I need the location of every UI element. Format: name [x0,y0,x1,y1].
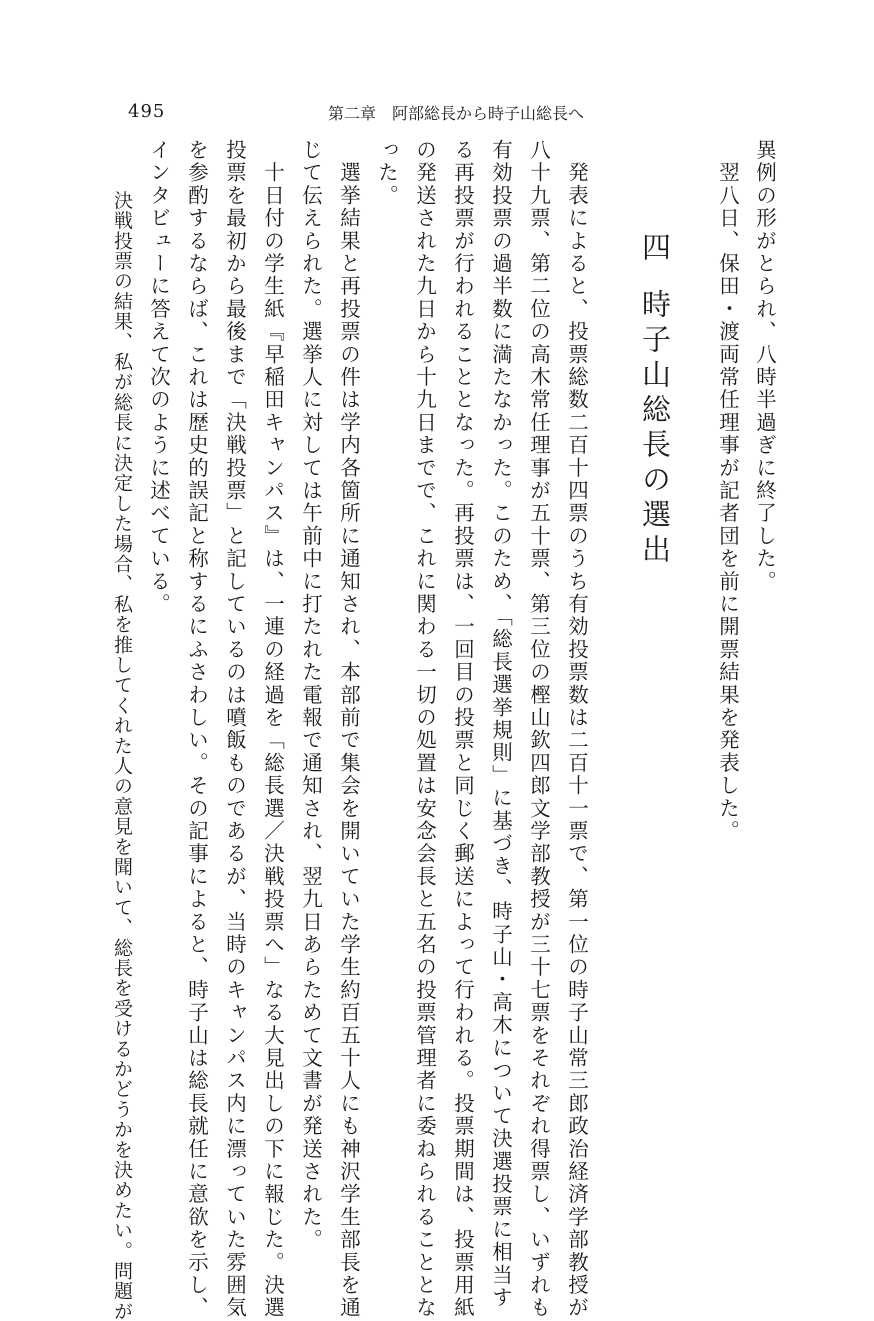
text-column: 選挙結果と再投票の件は学内各箇所に通知され、本部前で集会を開いていた学生約百五十人にも神沢学生部長を通 [336,139,361,1320]
section-title: 時子山総長の選出 [638,289,672,569]
text-column: 決戦投票の結果、私が総長に決定した場合、私を推してくれた人の意見を聞いて、総長を受けるかどうかを決めたい。問題が [111,170,133,1321]
text-column: 投票を最初から最後まで「決戦投票」と記しているのは噴飯ものであるが、当時のキャンパス内に漂っていた雰囲気 [222,139,247,1320]
text-column: 翌八日、保田・渡両常任理事が記者団を前に開票結果を発表した。 [715,139,740,843]
text-column: る再投票が行われることとなった。再投票は、一回目の投票と同じく郵送によって行われる。投票期間は、投票用紙 [450,139,475,1320]
text-column: インタビューに答えて次のように述べている。 [146,139,171,616]
text-column: じて伝えられた。選挙人に対しては午前中に打たれた電報で通知され、翌九日あらためて文書が発送された。 [298,139,323,1252]
chapter-label: 第二章 [328,104,377,123]
text-column: 発表によると、投票総数二百十四票のうち有効投票数は二百十一票で、第一位の時子山常三郎政治経済学部教授が [564,139,589,1320]
text-column: 異例の形がとられ、八時半過ぎに終了した。 [752,139,777,593]
text-column: を参酌するならば、これは歴史的誤記と称するにふさわしい。その記事によると、時子山は総長就任に意欲を示し、 [184,139,209,1320]
section-heading [638,232,672,569]
chapter-title: 阿部総長から時子山総長へ [392,104,585,123]
text-column: の発送された九日から十九日までで、これに関わる一切の処置は安念会長と五名の投票管理者に委ねられることとな [412,139,437,1320]
page-number: 495 [128,101,166,122]
text-column: 十日付の学生紙『早稲田キャンパス』は、一連の経過を「総長選／決戦投票へ」なる大見出しの下に報じた。決選 [260,139,285,1320]
text-column: 有効投票の過半数に満たなかった。このため、「総長選挙規則」に基づき、時子山・高木について決選投票に相当す [488,139,513,1310]
text-column: った。 [374,139,399,208]
running-head [328,101,584,124]
section-number: 四 [638,232,672,267]
text-column: 八十九票、第二位の高木常任理事が五十票、第三位の樫山欽四郎文学部教授が三十七票をそれぞれ得票し、いずれも [526,139,551,1320]
